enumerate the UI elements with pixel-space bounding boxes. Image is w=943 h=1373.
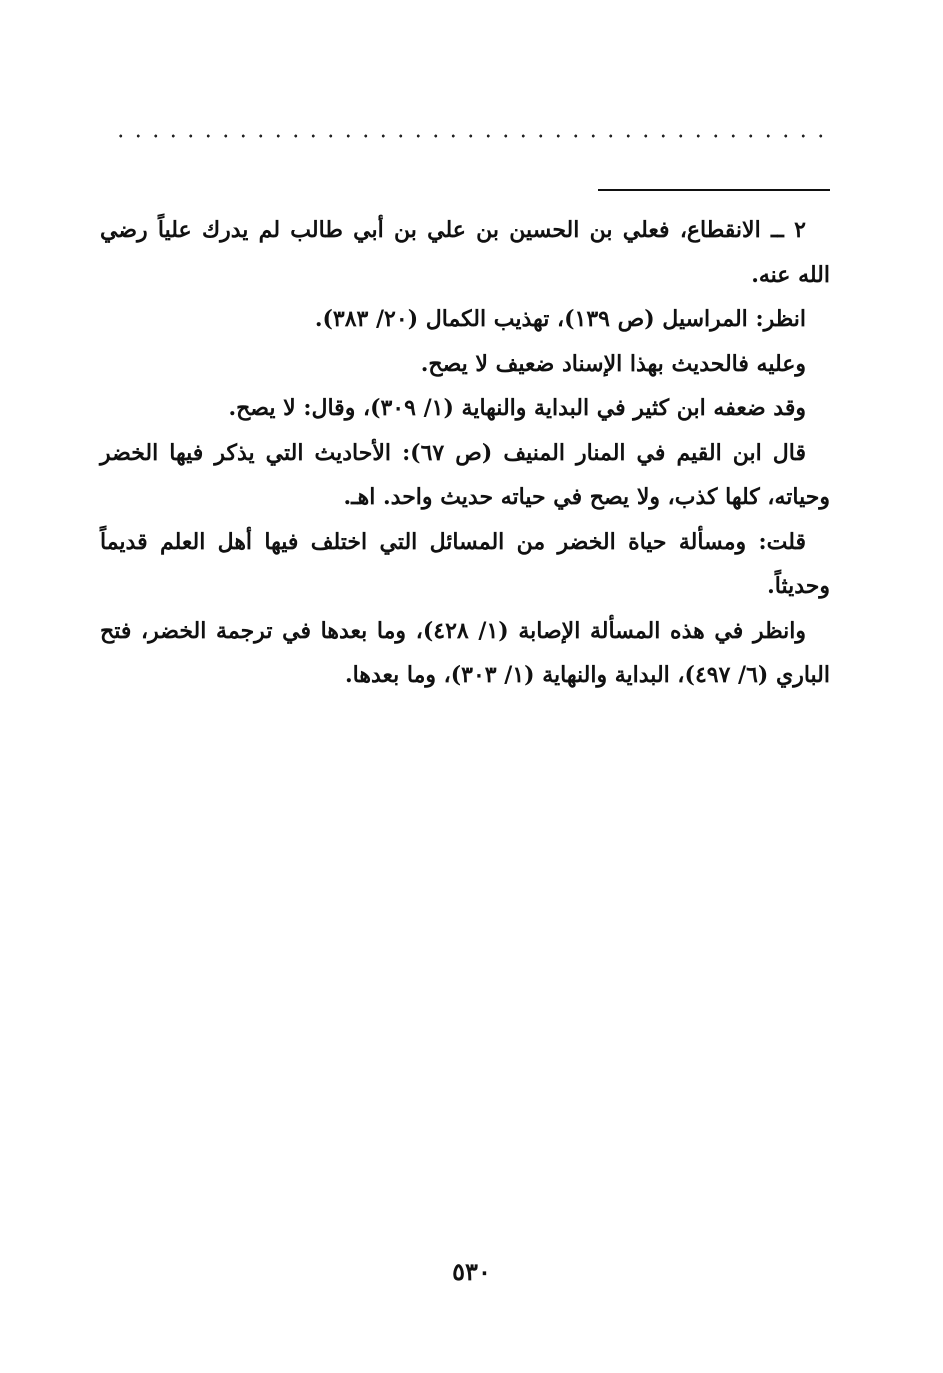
footnote-paragraph: وقد ضعفه ابن كثير في البداية والنهاية (١/ ٣٠٩)، وقال: لا يصح. (228, 395, 806, 421)
page-number: ٥٣٠ (452, 1257, 491, 1286)
footnote-paragraph: ٢ ــ الانقطاع، فعلي بن الحسين بن علي بن أبي طالب لم يدرك علياً رضي الله عنه. (100, 217, 830, 288)
footnote-paragraph: قلت: ومسألة حياة الخضر من المسائل التي اختلف فيها أهل العلم قديماً وحديثاً. (100, 528, 830, 599)
footnote-paragraph: انظر: المراسيل (ص ١٣٩)، تهذيب الكمال (٢٠/ ٣٨٣). (314, 306, 806, 332)
footnote-paragraph: وانظر في هذه المسألة الإصابة (١/ ٤٢٨)، وما بعدها في ترجمة الخضر، فتح الباري (٦/ ٤٩٧)، البداية والنهاية (١/ ٣٠٣)، وما بعدها. (100, 617, 830, 688)
dotted-separator (112, 126, 830, 146)
footnote-rule (598, 189, 830, 191)
footnote-paragraph: وعليه فالحديث بهذا الإسناد ضعيف لا يصح. (420, 350, 806, 377)
footnote-paragraph: قال ابن القيم في المنار المنيف (ص ٦٧): الأحاديث التي يذكر فيها الخضر وحياته، كلها كذب، ولا يصح في حياته حديث واحد. اهـ. (100, 439, 830, 510)
footnotes-section (100, 208, 830, 698)
